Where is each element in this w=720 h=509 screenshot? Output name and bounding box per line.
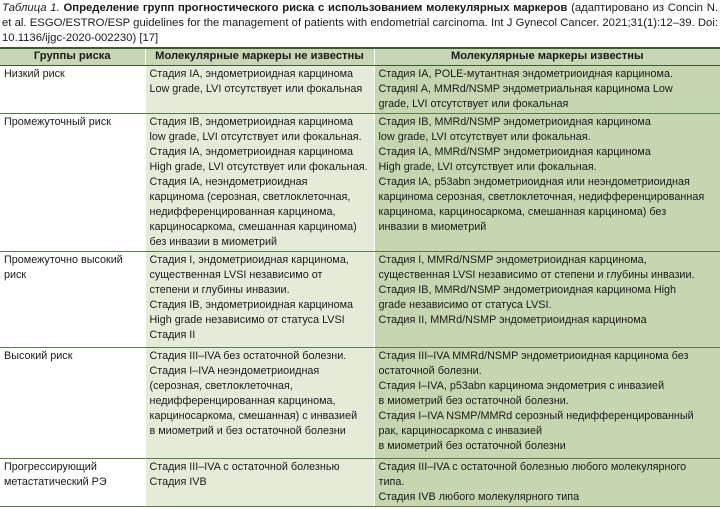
caption-note-1: (адаптировано из Concin N.: [571, 2, 719, 14]
header-markers-known: Молекулярные маркеры известны: [374, 48, 720, 65]
cell-line: Стадия IA, неэндометриоидная: [149, 175, 308, 188]
cell-line: Стадия II, MMRd/NSMP эндометриоидная карцинома: [378, 314, 647, 327]
cell-markers-known: [374, 65, 720, 113]
cell-line: low grade, LVI отсутствует или фокальная.: [149, 130, 362, 143]
cell-line: grade, LVI отсутствует или фокальная: [378, 97, 569, 110]
cell-markers-known: [374, 113, 720, 251]
cell-line: (серозная, светлоклеточная,: [149, 380, 293, 393]
cell-line: Стадия IB, MMRd/NSMP эндометриоидная карцинома High: [378, 284, 677, 297]
cell-line: недифференцированная карцинома,: [149, 205, 336, 218]
cell-line: в миометрий и без остаточной болезни: [149, 425, 346, 438]
caption-title: Определение групп прогностического риска с использованием молекулярных маркеров: [63, 2, 568, 14]
header-markers-unknown: Молекулярные маркеры не известны: [145, 48, 374, 65]
cell-markers-unknown: [145, 348, 374, 459]
cell-line: Low grade, LVI отсутствует или фокальная: [149, 82, 363, 95]
cell-line: СтадияI A, MMRd/NSMP эндометриальная карцинома Low: [378, 82, 673, 95]
cell-markers-unknown: [145, 459, 374, 507]
cell-line: grade независимо от статуса LVSI.: [378, 299, 552, 312]
cell-markers-known: [374, 459, 720, 507]
cell-line: High grade, LVI отсутствует или фокальная.: [378, 160, 597, 173]
cell-line: Стадия IA, эндометриоидная карцинома: [149, 145, 354, 158]
cell-markers-unknown: [145, 65, 374, 113]
cell-risk-group: [0, 252, 145, 348]
caption-note-3: 10.1136/ijgc-2020-002230) [17]: [2, 32, 159, 44]
cell-line: карцинома серозная, светлоклеточная, недифференцированная: [378, 190, 705, 203]
cell-markers-unknown: [145, 252, 374, 348]
cell-line: High grade независимо от статуса LVSI: [149, 314, 345, 327]
cell-line: Низкий риск: [4, 67, 65, 80]
cell-line: типа.: [378, 476, 405, 489]
cell-line: рак, карциносаркома с инвазией: [378, 425, 542, 438]
cell-line: low grade, LVI отсутствует или фокальная.: [378, 130, 591, 143]
cell-markers-known: [374, 348, 720, 459]
cell-line: без инвазии в миометрий: [149, 236, 278, 249]
table-row: [0, 113, 720, 251]
cell-line: Стадия III–IVA с остаточной болезнью любого молекулярного: [378, 461, 687, 474]
table-caption: [2, 1, 718, 46]
risk-groups-table: [0, 47, 720, 507]
cell-risk-group: [0, 348, 145, 459]
header-risk-group: Группы риска: [0, 48, 145, 65]
cell-line: Стадия IB, эндометриоидная карцинома: [149, 299, 354, 312]
cell-markers-unknown: [145, 113, 374, 251]
cell-line: существенная LVSI независимо от степени и глубины инвазии.: [378, 269, 695, 282]
cell-line: метастатический РЭ: [4, 476, 107, 489]
cell-line: Стадия IA, p53abn эндометриоидная или неэндометриоидная: [378, 175, 690, 188]
cell-line: карцинома, карциносаркома, смешанная карцинома) без: [378, 205, 667, 218]
cell-line: Стадия I–IVA, p53abn карцинома эндометрия с инвазией: [378, 380, 665, 393]
cell-line: Стадия IVB любого молекулярного типа: [378, 491, 580, 504]
cell-line: Стадия II: [149, 329, 196, 342]
cell-line: Стадия I–IVA неэндометриоидная: [149, 365, 320, 378]
cell-line: остаточной болезни.: [378, 365, 482, 378]
cell-line: Стадия I, эндометриоидная карцинома,: [149, 254, 349, 267]
cell-line: недифференцированная карцинома,: [149, 395, 336, 408]
cell-line: в миометрий без остаточной болезни.: [378, 395, 569, 408]
cell-line: High grade, LVI отсутствует или фокальная.: [149, 160, 368, 173]
cell-line: Стадия III–IVA без остаточной болезни.: [149, 350, 347, 363]
cell-line: Промежуточно высокий: [4, 254, 123, 267]
cell-line: Стадия IVB: [149, 476, 207, 489]
caption-label: Таблица 1.: [2, 2, 60, 14]
cell-line: в миометрий без остаточной болезни: [378, 440, 566, 453]
cell-line: Прогрессирующий: [4, 461, 97, 474]
cell-markers-known: [374, 252, 720, 348]
cell-line: Стадия IA, MMRd/NSMP эндометриоидная карцинома: [378, 145, 651, 158]
cell-line: Высокий риск: [4, 350, 73, 363]
cell-line: Стадия III–IVA MMRd/NSMP эндометриоидная карцинома без: [378, 350, 689, 363]
cell-line: карциносаркома, смешанная карцинома): [149, 220, 357, 233]
cell-line: Стадия III–IVA с остаточной болезнью: [149, 461, 340, 474]
cell-risk-group: [0, 65, 145, 113]
cell-line: степени и глубины инвазии.: [149, 284, 290, 297]
cell-line: Стадия IA, эндометриоидная карцинома: [149, 67, 354, 80]
table-row: [0, 459, 720, 507]
table-row: [0, 348, 720, 459]
table-row: [0, 65, 720, 113]
cell-line: карцинома (серозная, светлоклеточная,: [149, 190, 351, 203]
header-row: [0, 48, 720, 65]
cell-risk-group: [0, 113, 145, 251]
cell-line: Стадия I–IVA NSMP/MMRd серозный недифференцированный: [378, 410, 694, 423]
cell-line: риск: [4, 269, 27, 282]
cell-line: карциносаркома, смешанная) с инвазией: [149, 410, 358, 423]
table-row: [0, 252, 720, 348]
cell-risk-group: [0, 459, 145, 507]
cell-line: существенная LVSI независимо от: [149, 269, 323, 282]
cell-line: Стадия IA, POLE-мутантная эндометриоидная карцинома.: [378, 67, 673, 80]
cell-line: Стадия IB, MMRd/NSMP эндометриоидная карцинома: [378, 115, 651, 128]
cell-line: Стадия I, MMRd/NSMP эндометриоидная карцинома,: [378, 254, 647, 267]
cell-line: Стадия IB, эндометриоидная карцинома: [149, 115, 354, 128]
cell-line: Промежуточный риск: [4, 115, 111, 128]
caption-note-2: et al. ESGO/ESTRO/ESP guidelines for the management of patients with endometrial carcinoma. Int J Gynecol Cancer. 2021;31(1):12–39. Doi:: [2, 17, 718, 29]
cell-line: инвазии в миометрий: [378, 220, 487, 233]
